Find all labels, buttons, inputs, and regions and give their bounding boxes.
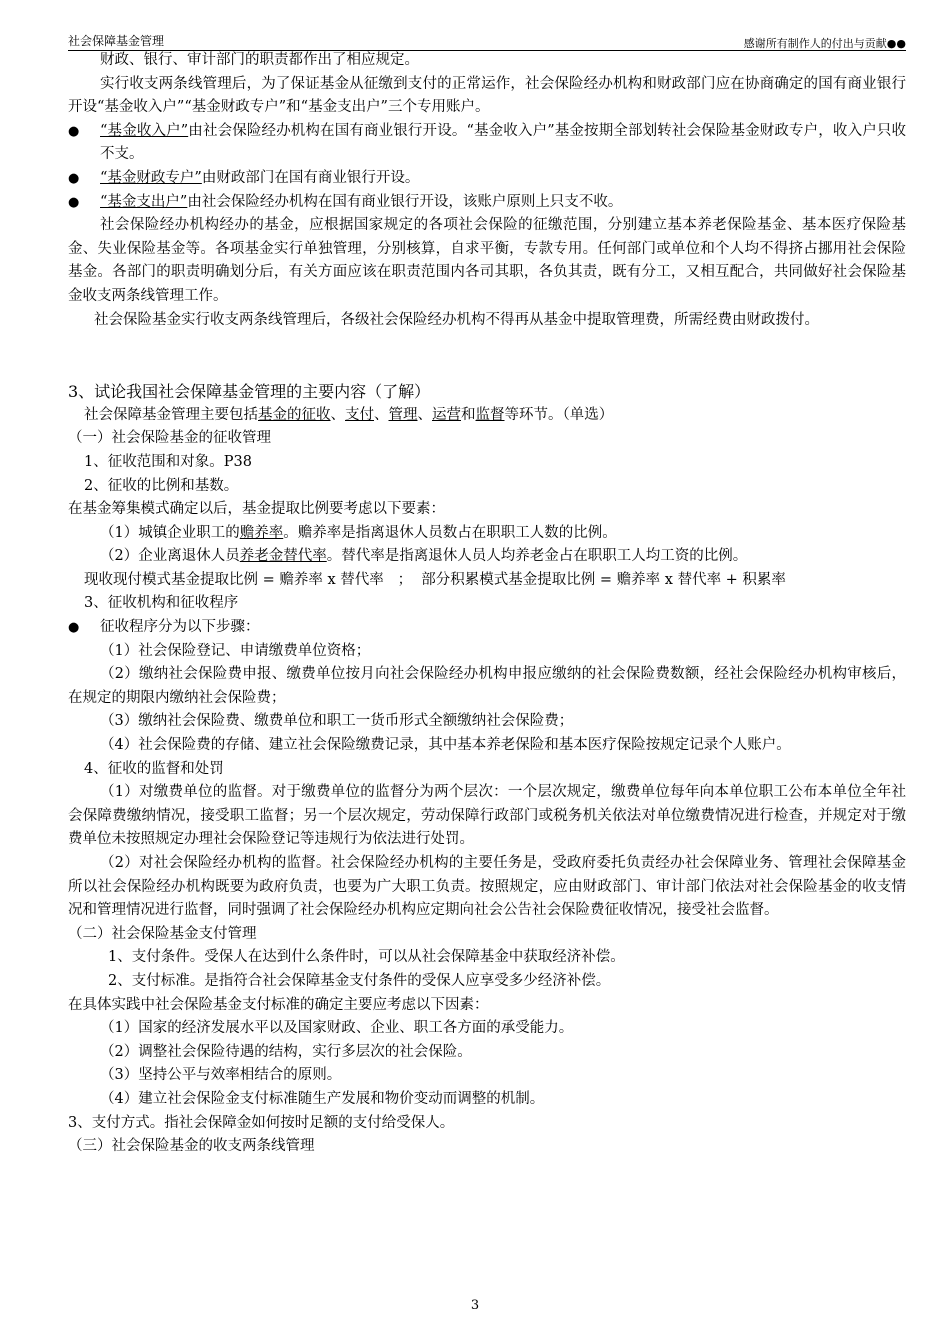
item-text: （1）城镇企业职工的 [100, 524, 240, 541]
account-name: “基金支出户” [100, 193, 188, 210]
paragraph: 在具体实践中社会保险基金支付标准的确定主要应考虑以下因素： [68, 996, 489, 1013]
bullet-text: 由社会保险经办机构在国有商业银行开设，该账户原则上只支不收。 [187, 193, 623, 210]
bullet-item [68, 120, 906, 167]
intro-term: 运营 [432, 406, 461, 423]
intro-term: 基金的征收 [258, 406, 331, 423]
header-title: 社会保障基金管理 [68, 34, 165, 48]
list-item: （2）缴纳社会保险费申报、缴费单位按月向社会保险经办机构申报应缴纳的社会保险费数额，经社会保险经办机构审核后，在规定的期限内缴纳社会保险费； [68, 666, 906, 706]
list-item: （1）社会保险登记、申请缴费单位资格； [100, 642, 371, 659]
bullet-text: 由社会保险经办机构在国有商业银行开设。“基金收入户”基金按期全部划转社会保险基金财政专户，收入户只收不支。 [100, 122, 906, 163]
list-item: 3、支付方式。指社会保障金如何按时足额的支付给受保人。 [68, 1114, 455, 1131]
list-item [68, 522, 906, 546]
list-item: 2、征收的比例和基数。 [84, 477, 239, 494]
paragraph: 社会保险基金实行收支两条线管理后，各级社会保险经办机构不得再从基金中提取管理费，所需经费由财政拨付。 [94, 311, 819, 328]
list-item: （3）坚持公平与效率相结合的原则。 [100, 1067, 342, 1084]
paragraph: 在基金筹集模式确定以后，基金提取比例要考虑以下要素： [68, 501, 445, 518]
key-term: 养老金替代率 [239, 548, 327, 565]
list-item [68, 545, 906, 569]
spacer [68, 332, 906, 380]
list-item: 2、支付标准。是指符合社会保障基金支付条件的受保人应享受多少经济补偿。 [108, 972, 611, 989]
list-item: 4、征收的监督和处罚 [84, 760, 224, 777]
key-term: 赡养率 [239, 524, 284, 541]
list-item: （3）缴纳社会保险费、缴费单位和职工一货币形式全额缴纳社会保险费； [100, 713, 574, 730]
section-title: 3、试论我国社会保障基金管理的主要内容（了解） [68, 382, 431, 402]
intro-term: 支付 [345, 406, 374, 423]
subsection-heading: （一）社会保险基金的征收管理 [68, 430, 271, 447]
formula-line: 现收现付模式基金提取比例 = 赡养率 x 替代率 ； 部分积累模式基金提取比例 = 赡养率 x 替代率 + 积累率 [84, 571, 786, 588]
account-name: “基金收入户” [100, 122, 189, 139]
header-note: 感谢所有制作人的付出与贡献●● [743, 37, 906, 50]
list-item: （4）建立社会保险金支付标准随生产发展和物价变动而调整的机制。 [100, 1090, 545, 1107]
intro-sep: 、 [417, 406, 432, 423]
item-text: （2）企业离退休人员 [100, 548, 240, 565]
intro-sep: 、 [374, 406, 389, 423]
bullet-item [68, 191, 906, 215]
paragraph: （2）对社会保险经办机构的监督。社会保险经办机构的主要任务是，受政府委托负责经办社会保障业务、管理社会保障基金所以社会保险经办机构既要为政府负责，也要为广大职工负责。按照规定，应由财政部门、审计部门依法对社会保险基金的收支情况和管理情况进行监督，同时强调了社会保险经办机构应定期向社会公告社会保险费征收情况，接受社会监督。 [68, 855, 906, 919]
intro-text: 等环节。（单选） [504, 406, 614, 423]
bullet-item [68, 167, 906, 191]
intro-term: 监督 [475, 406, 505, 423]
subsection-heading: （三）社会保险基金的收支两条线管理 [68, 1138, 315, 1155]
paragraph: 实行收支两条线管理后，为了保证基金从征缴到支付的正常运作，社会保险经办机构和财政部门应在协商确定的国有商业银行开设“基金收入户”“基金财政专户”和“基金支出户”三个专用账户。 [68, 75, 906, 116]
list-item: 3、征收机构和征收程序 [84, 595, 239, 612]
item-text: 。替代率是指离退休人员人均养老金占在职职工人均工资的比例。 [326, 548, 748, 565]
list-item: （2）调整社会保险待遇的结构，实行多层次的社会保险。 [100, 1043, 472, 1060]
list-item: 1、支付条件。受保人在达到什么条件时，可以从社会保障基金中获取经济补偿。 [108, 949, 625, 966]
intro-sep: 、 [330, 406, 345, 423]
list-item: （1）国家的经济发展水平以及国家财政、企业、职工各方面的承受能力。 [100, 1020, 574, 1037]
bullet-text: 由财政部门在国有商业银行开设。 [201, 169, 420, 186]
list-item: （4）社会保险费的存储、建立社会保险缴费记录，其中基本养老保险和基本医疗保险按规定记录个人账户。 [100, 737, 791, 754]
bullet-item: ● 征收程序分为以下步骤： [68, 616, 906, 640]
intro-term: 管理 [388, 406, 418, 423]
item-text: 。赡养率是指离退休人员数占在职职工人数的比例。 [283, 524, 617, 541]
intro-text: 社会保障基金管理主要包括 [84, 406, 258, 423]
intro-sep: 和 [461, 406, 476, 423]
account-name: “基金财政专户” [100, 169, 202, 186]
subsection-heading: （二）社会保险基金支付管理 [68, 925, 257, 942]
page-number: 3 [470, 1298, 480, 1313]
section-intro [68, 404, 906, 428]
document-body [68, 49, 906, 1159]
paragraph: 社会保险经办机构经办的基金，应根据国家规定的各项社会保险的征缴范围，分别建立基本养老保险基金、基本医疗保险基金、失业保险基金等。各项基金实行单独管理，分别核算，自求平衡，专款专用。任何部门或单位和个人均不得挤占挪用社会保险基金。各部门的职责明确划分后，有关方面应该在职责范围内各司其职，各负其责，既有分工，又相互配合，共同做好社会保险基金收支两条线管理工作。 [68, 217, 906, 304]
paragraph: （1）对缴费单位的监督。对于缴费单位的监督分为两个层次：一个层次规定，缴费单位每年向本单位职工公布本单位全年社会保障费缴纳情况，接受职工监督；另一个层次规定，劳动保障行政部门或税务机关依法对单位缴费情况进行检查，并规定对于缴费单位未按照规定办理社会保险登记等违规行为依法进行处罚。 [68, 784, 906, 848]
list-item: 1、征收范围和对象。P38 [84, 453, 252, 470]
paragraph: 财政、银行、审计部门的职责都作出了相应规定。 [100, 52, 419, 68]
